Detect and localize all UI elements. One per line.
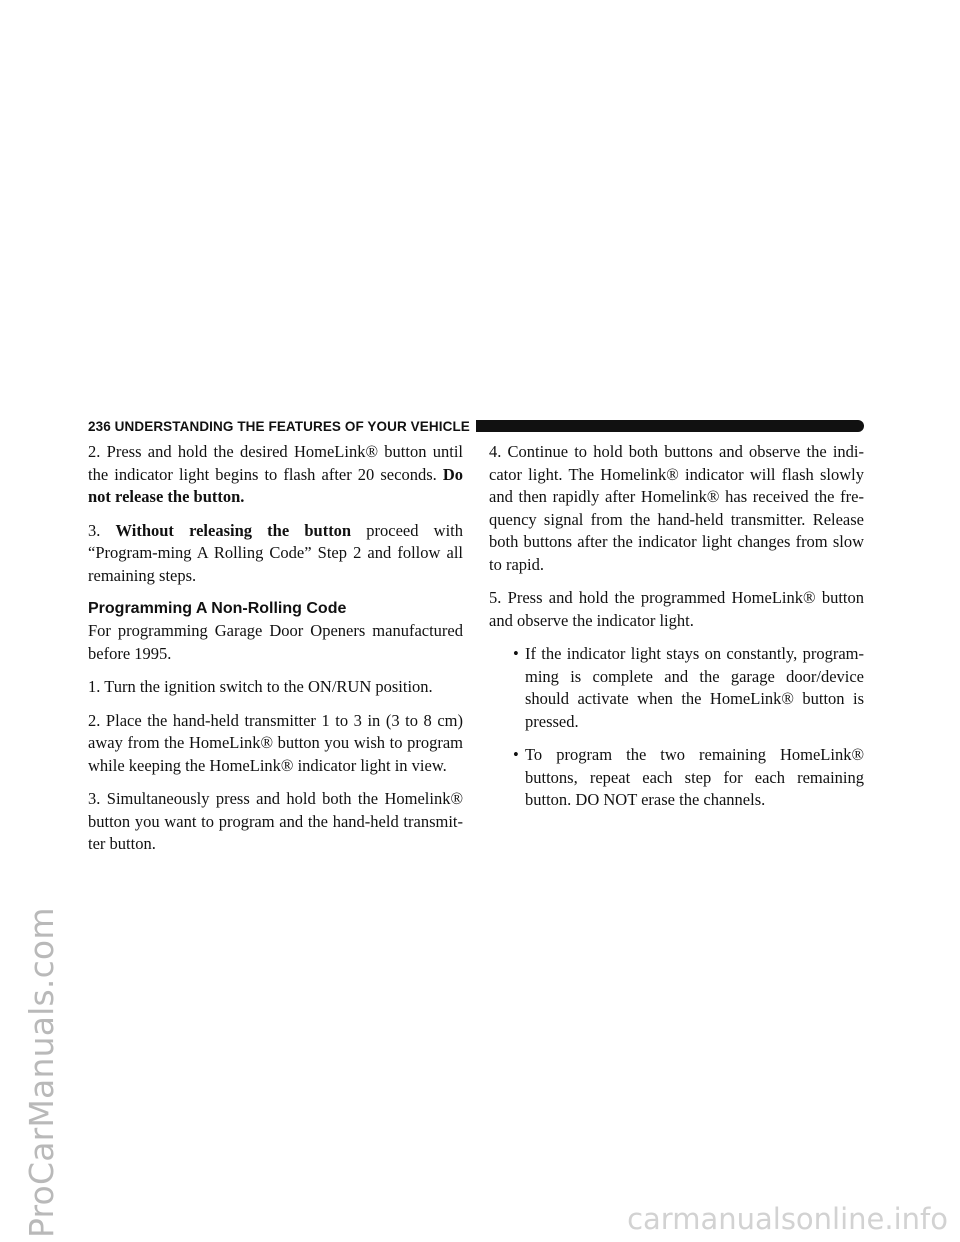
left-column xyxy=(88,441,463,867)
watermark-carmanualsonline: carmanualsonline.info xyxy=(627,1202,948,1236)
section-heading: Programming A Non-Rolling Code xyxy=(88,600,347,617)
bullet-text: To program the two remaining HomeLink® buttons, repeat each step for each remaining button. DO NOT erase the channels. xyxy=(525,745,864,809)
right-column xyxy=(489,441,864,823)
paragraph-nr-step-2: 2. Place the hand-held transmitter 1 to 3 in (3 to 8 cm) away from the HomeLink® button you wish to program while keeping the HomeLink® indicator light in view. xyxy=(88,710,463,775)
paragraph-step-3: 3. Without releasing the button proceed with “Program-ming A Rolling Code” Step 2 and follow all remaining steps. xyxy=(88,520,463,585)
paragraph-step-2: 2. Press and hold the desired HomeLink® button until the indicator light begins to flash after 20 seconds. Do not release the button. xyxy=(88,442,463,506)
bullet-item xyxy=(489,744,864,812)
paragraph-nr-step-5: 5. Press and hold the programmed HomeLink® button and observe the indicator light. xyxy=(489,588,864,630)
bullet-dot: • xyxy=(513,644,519,663)
paragraph-nr-step-4: 4. Continue to hold both buttons and observe the indi-cator light. The Homelink® indicator will flash slowly and then rapidly after Homelink® has received the fre-quency signal from the hand-held transmitter. Release both buttons after the indicator light changes from slow to rapid. xyxy=(489,442,864,574)
bullet-text: If the indicator light stays on constantly, program-ming is complete and the garage door/device should activate when the HomeLink® button is pressed. xyxy=(525,644,864,731)
watermark-procarmanuals: ProCarManuals.com xyxy=(22,907,61,1238)
bullet-item xyxy=(489,643,864,733)
page-header-text: 236 UNDERSTANDING THE FEATURES OF YOUR VEHICLE xyxy=(88,418,470,434)
paragraph-intro: For programming Garage Door Openers manufactured before 1995. xyxy=(88,621,463,663)
paragraph-nr-step-3: 3. Simultaneously press and hold both the Homelink® button you want to program and the hand-held transmit-ter button. xyxy=(88,789,463,853)
paragraph-nr-step-1: 1. Turn the ignition switch to the ON/RUN position. xyxy=(88,677,433,696)
bullet-dot: • xyxy=(513,745,519,764)
page-header xyxy=(88,416,864,436)
header-bar xyxy=(476,420,864,432)
